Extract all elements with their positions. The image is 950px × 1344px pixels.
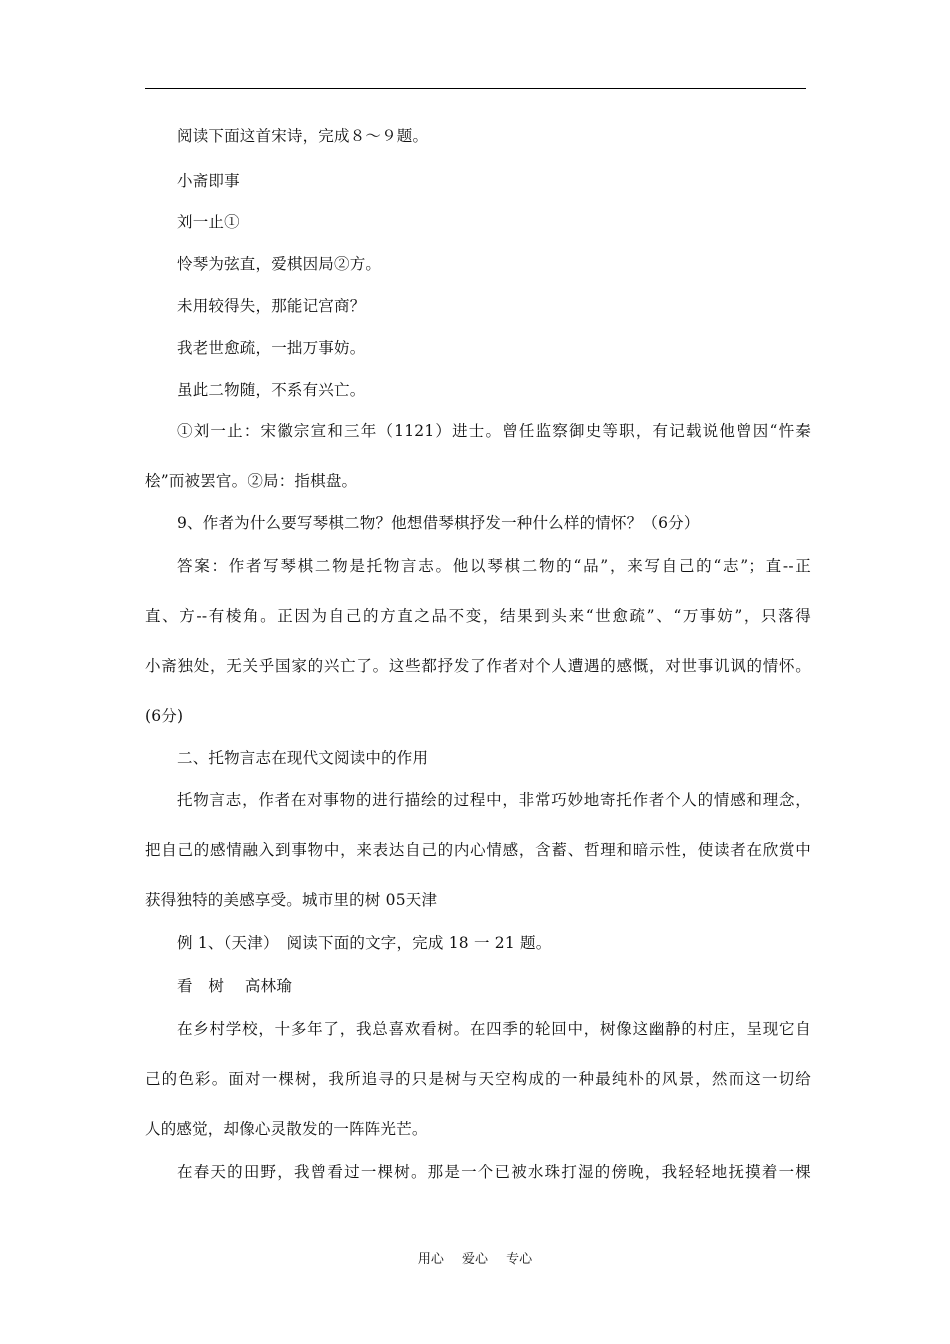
footer-word: 爱心 bbox=[461, 1252, 488, 1267]
poem-line: 我老世愈疏，一拙万事妨。 bbox=[177, 339, 366, 357]
essay-title: 看 树 高林瑜 bbox=[177, 977, 293, 995]
body-line: 获得独特的美感享受。城市里的树 05天津 bbox=[145, 891, 438, 909]
body-line: 己的色彩。面对一棵树，我所追寻的只是树与天空构成的一种最纯朴的风景，然而这一切给 bbox=[145, 1070, 811, 1088]
example-heading: 例 1、（天津） 阅读下面的文字，完成 18 一 21 题。 bbox=[177, 934, 552, 952]
footnote-line: 桧”而被罢官。②局：指棋盘。 bbox=[145, 472, 358, 490]
footnote-line: ①刘一止：宋徽宗宣和三年（1121）进士。曾任监察御史等职，有记载说他曾因“忤秦 bbox=[177, 422, 811, 440]
poem-line: 未用较得失，那能记宫商？ bbox=[177, 297, 366, 315]
body-line: 在乡村学校，十多年了，我总喜欢看树。在四季的轮回中，树像这幽静的村庄，呈现它自 bbox=[177, 1020, 811, 1038]
body-line: 在春天的田野，我曾看过一棵树。那是一个已被水珠打湿的傍晚，我轻轻地抚摸着一棵 bbox=[177, 1163, 811, 1181]
section-heading: 二、托物言志在现代文阅读中的作用 bbox=[177, 749, 429, 767]
answer-line: 直、方--有棱角。正因为自己的方直之品不变，结果到头来“世愈疏”、“万事妨”，只落得 bbox=[145, 607, 811, 625]
footer-word: 用心 bbox=[417, 1252, 444, 1267]
page-footer bbox=[0, 1251, 950, 1269]
poem-author: 刘一止① bbox=[177, 213, 240, 231]
footer-word: 专心 bbox=[506, 1252, 533, 1267]
body-line: 托物言志，作者在对事物的进行描绘的过程中，非常巧妙地寄托作者个人的情感和理念， bbox=[177, 791, 811, 809]
answer-score: (6分) bbox=[145, 707, 184, 725]
answer-line: 小斋独处，无关乎国家的兴亡了。这些都抒发了作者对个人遭遇的感慨，对世事讥讽的情怀。 bbox=[145, 657, 811, 675]
answer-line: 答案：作者写琴棋二物是托物言志。他以琴棋二物的“品”，来写自己的“志”；直--正 bbox=[177, 557, 811, 575]
poem-line: 虽此二物随，不系有兴亡。 bbox=[177, 381, 366, 399]
body-line: 把自己的感情融入到事物中，来表达自己的内心情感，含蓄、哲理和暗示性，使读者在欣赏中 bbox=[145, 841, 811, 859]
poem-line: 怜琴为弦直，爱棋因局②方。 bbox=[177, 255, 382, 273]
poem-title: 小斋即事 bbox=[177, 172, 240, 190]
header-rule bbox=[145, 88, 806, 89]
text-line: 阅读下面这首宋诗，完成８～９题。 bbox=[177, 127, 429, 145]
body-line: 人的感觉，却像心灵散发的一阵阵光芒。 bbox=[145, 1120, 428, 1138]
question-line: 9、作者为什么要写琴棋二物？他想借琴棋抒发一种什么样的情怀？（6分） bbox=[177, 514, 700, 532]
